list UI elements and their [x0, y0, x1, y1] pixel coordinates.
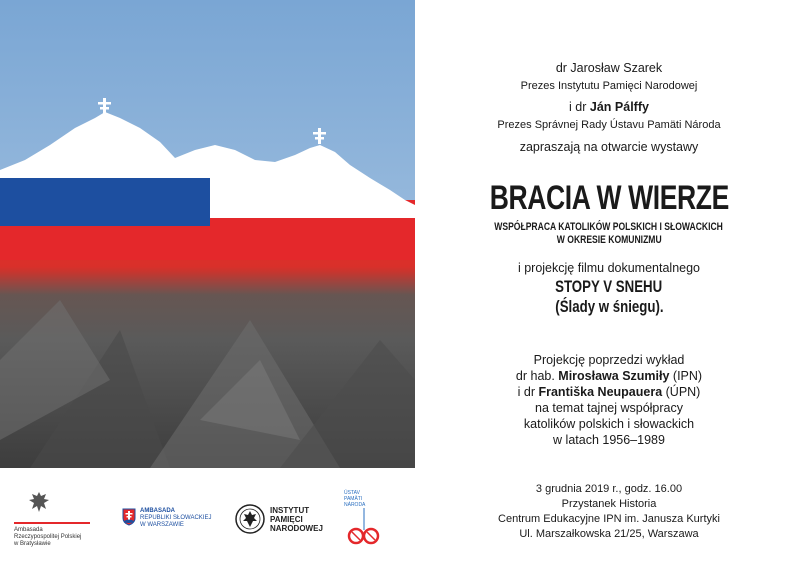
- partner-logos: [0, 468, 418, 566]
- film-title-1: STOPY V SNEHU: [555, 277, 663, 296]
- venue-name: Przystanek Historia: [561, 498, 657, 510]
- lecturer-2-name: Františka Neupauera: [538, 385, 663, 399]
- ipn-line-1: INSTYTUT: [270, 506, 310, 515]
- exhibition-subtitle-1: WSPÓŁPRACA KATOLIKÓW POLSKICH I SŁOWACKICH: [494, 221, 724, 233]
- logo-upn: [344, 490, 394, 553]
- lecture-2-prefix: dr hab.: [515, 369, 559, 383]
- film-title-2: (Ślady w śniegu).: [554, 297, 664, 316]
- embassy-pl-line-1: Ambasada: [14, 527, 43, 533]
- mountain-flag-illustration: [0, 0, 415, 468]
- host2-name: Ján Pálffy: [589, 100, 649, 114]
- embassy-sk-line-2: REPUBLIKI SŁOWACKIEJ: [140, 515, 212, 521]
- lecturer-1-name: Mirosława Szumiły: [558, 369, 670, 383]
- host2-line: [418, 100, 800, 114]
- logo-embassy-slovakia: [122, 508, 222, 529]
- eagle-icon: [28, 490, 50, 514]
- embassy-pl-line-2: Rzeczypospolitej Polskiej: [14, 534, 82, 540]
- embassy-sk-line-1: AMBASADA: [140, 508, 175, 514]
- venue-center: Centrum Edukacyjne IPN im. Janusza Kurtyki: [498, 513, 720, 525]
- lecture-line-6: w latach 1956–1989: [553, 433, 665, 447]
- lecture-line-3: [418, 385, 800, 399]
- exhibition-title: BRACIA W WIERZE: [489, 179, 729, 217]
- upn-emblem-icon: [344, 508, 384, 548]
- exhibition-subtitle-2-wrap: [418, 230, 800, 248]
- film-title-2-wrap: [418, 297, 800, 317]
- exhibition-subtitle-2: W OKRESIE KOMUNIZMU: [556, 234, 662, 246]
- poster-image: [0, 0, 415, 468]
- embassy-sk-line-3: W WARSZAWIE: [140, 522, 184, 528]
- logo-embassy-poland: [14, 490, 94, 548]
- film-intro: i projekcję filmu dokumentalnego: [517, 261, 701, 275]
- lecture-2-suffix: (IPN): [669, 369, 703, 383]
- lecture-line-5: katolików polskich i słowackich: [523, 417, 695, 431]
- embassy-pl-line-3: w Bratysławie: [14, 541, 51, 547]
- host1-name: dr Jarosław Szarek: [555, 61, 663, 75]
- red-rule: [14, 522, 90, 524]
- event-date: 3 grudnia 2019 r., godz. 16.00: [535, 483, 683, 495]
- ipn-seal-icon: [235, 504, 265, 534]
- film-title-1-wrap: [418, 277, 800, 297]
- host2-prefix: i dr: [569, 100, 590, 114]
- upn-line-3: NÁRODA: [344, 502, 366, 508]
- upn-line-2: PAMÄTI: [344, 496, 363, 502]
- invite-line: zapraszają na otwarcie wystawy: [519, 140, 699, 154]
- lecture-line-2: [418, 369, 800, 383]
- slovak-shield-icon: [122, 508, 136, 526]
- invitation-text: [418, 0, 800, 566]
- lecture-3-prefix: i dr: [517, 385, 539, 399]
- host1-role: Prezes Instytutu Pamięci Narodowej: [520, 80, 698, 92]
- upn-line-1: ÚSTAV: [344, 490, 360, 496]
- lecture-line-4: na temat tajnej współpracy: [535, 401, 683, 415]
- ipn-line-3: NARODOWEJ: [270, 524, 323, 533]
- exhibition-title-wrap: [418, 181, 800, 215]
- lecture-3-suffix: (ÚPN): [662, 385, 701, 399]
- lecture-line-1: Projekcję poprzedzi wykład: [533, 353, 685, 367]
- venue-address: Ul. Marszałkowska 21/25, Warszawa: [519, 528, 699, 540]
- ipn-line-2: PAMIĘCI: [270, 515, 303, 524]
- logo-ipn: [235, 504, 325, 534]
- host2-role: Prezes Správnej Rady Ústavu Pamäti Národa: [497, 119, 721, 131]
